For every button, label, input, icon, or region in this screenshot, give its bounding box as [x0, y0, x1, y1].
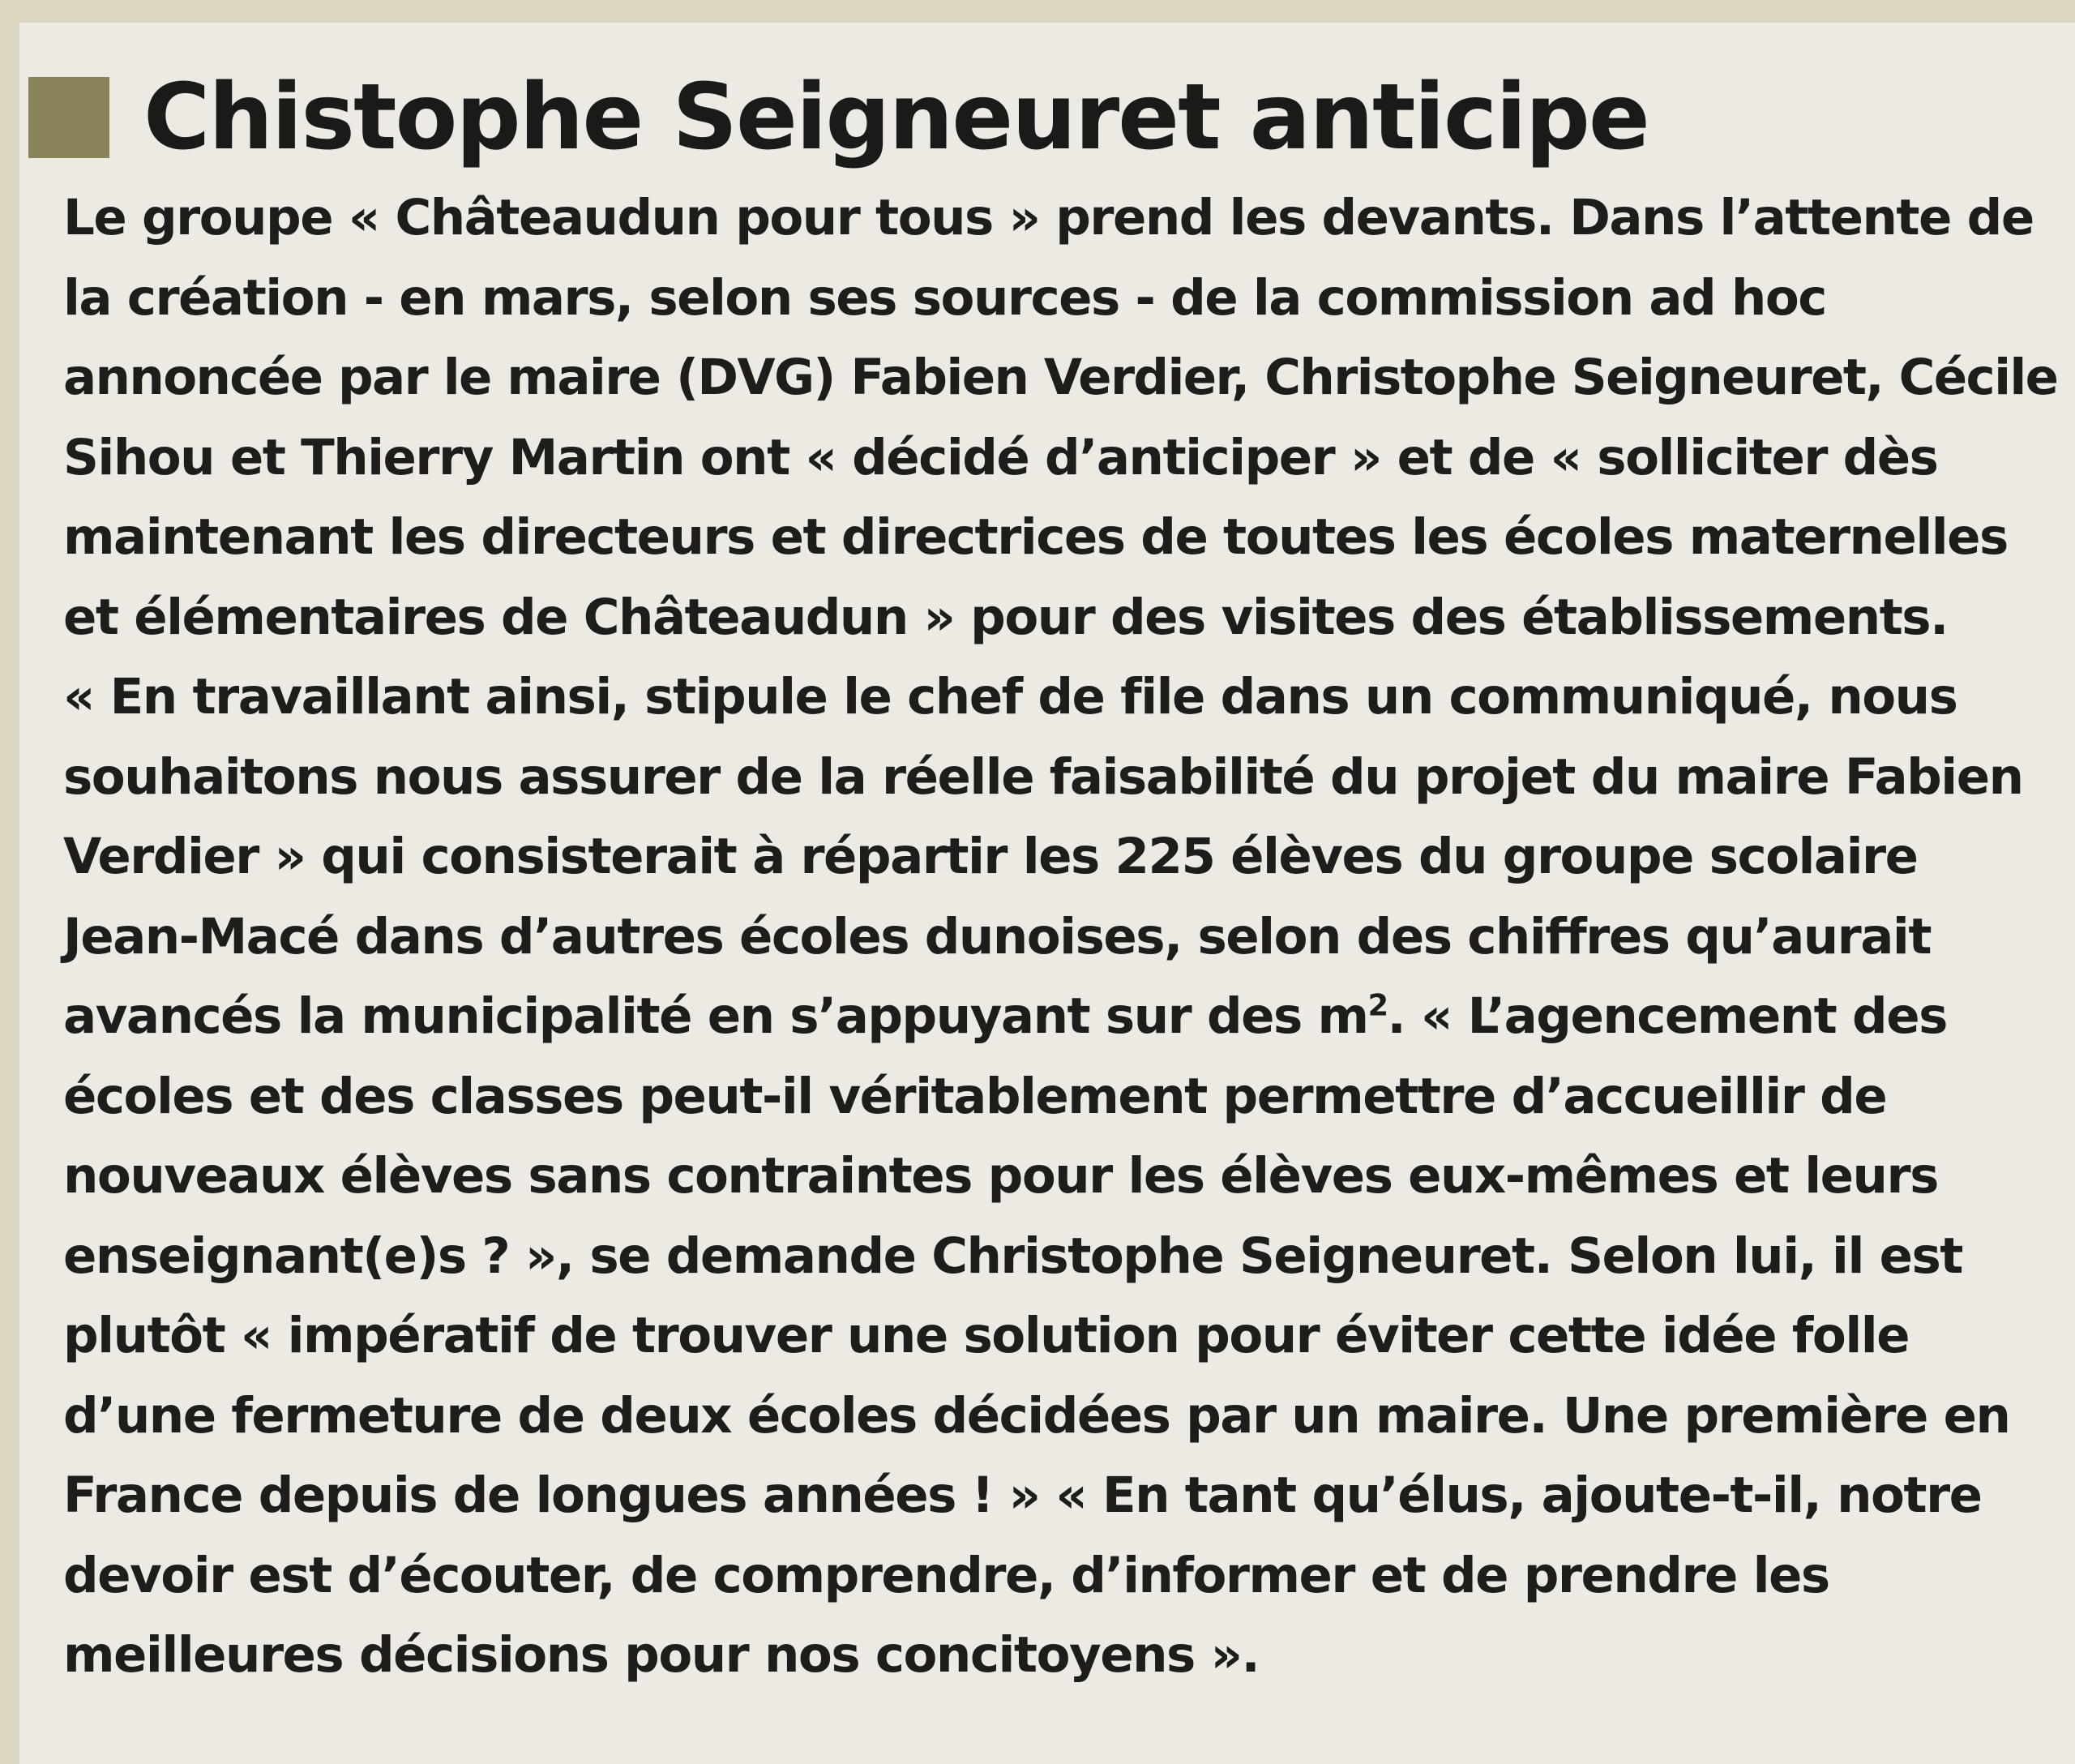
paper-edge-left	[0, 0, 19, 1764]
body-line: plutôt « impératif de trouver une solution pour éviter cette idée folle	[63, 1307, 1910, 1364]
body-line: annoncée par le maire (DVG) Fabien Verdier, Christophe Seigneuret, Cécile	[63, 349, 2058, 406]
body-line: d’une fermeture de deux écoles décidées par un maire. Une première en	[63, 1386, 2010, 1445]
body-line-with-superscript	[63, 977, 2051, 1057]
body-line: Le groupe « Châteaudun pour tous » prend les devants. Dans l’attente de	[63, 189, 2034, 246]
square-meter-superscript: 2	[1367, 987, 1388, 1023]
article	[24, 57, 2058, 1696]
paper-edge-top	[0, 0, 2075, 23]
body-line: souhaitons nous assurer de la réelle faisabilité du projet du maire Fabien	[63, 747, 2023, 806]
body-line: nouveaux élèves sans contraintes pour les élèves eux-mêmes et leurs	[63, 1147, 1938, 1205]
body-line: meilleures décisions pour nos concitoyens ».	[63, 1626, 1260, 1684]
body-line: enseignant(e)s ? », se demande Christophe Seigneuret. Selon lui, il est	[63, 1227, 1962, 1285]
article-title: Chistophe Seigneuret anticipe	[143, 65, 1649, 170]
body-line: la création - en mars, selon ses sources - de la commission ad hoc	[63, 268, 1826, 327]
body-line: Jean-Macé dans d’autres écoles dunoises, selon des chiffres qu’aurait	[63, 907, 1931, 965]
body-line-tail: . « L’agencement des	[1387, 987, 1947, 1045]
body-line: maintenant les directeurs et directrices de toutes les écoles maternelles	[63, 508, 2008, 566]
body-line: et élémentaires de Châteaudun » pour des visites des établissements.	[63, 588, 1948, 646]
body-line: « En travaillant ainsi, stipule le chef de file dans un communiqué, nous	[63, 668, 1957, 726]
body-line: écoles et des classes peut-il véritablement permettre d’accueillir de	[63, 1067, 1887, 1125]
headline-row	[24, 57, 2051, 178]
body-line: Sihou et Thierry Martin ont « décidé d’anticiper » et de « solliciter dès	[63, 428, 1938, 486]
body-line: devoir est d’écouter, de comprendre, d’informer et de prendre les	[63, 1546, 1829, 1604]
title-square-icon	[28, 77, 109, 158]
body-line: France depuis de longues années ! » « En tant qu’élus, ajoute-t-il, notre	[63, 1466, 1982, 1524]
body-line-text: avancés la municipalité en s’appuyant sur des m	[63, 987, 1368, 1045]
body-line: Verdier » qui consisterait à répartir les 225 élèves du groupe scolaire	[63, 828, 1918, 885]
article-body	[24, 178, 2058, 1696]
